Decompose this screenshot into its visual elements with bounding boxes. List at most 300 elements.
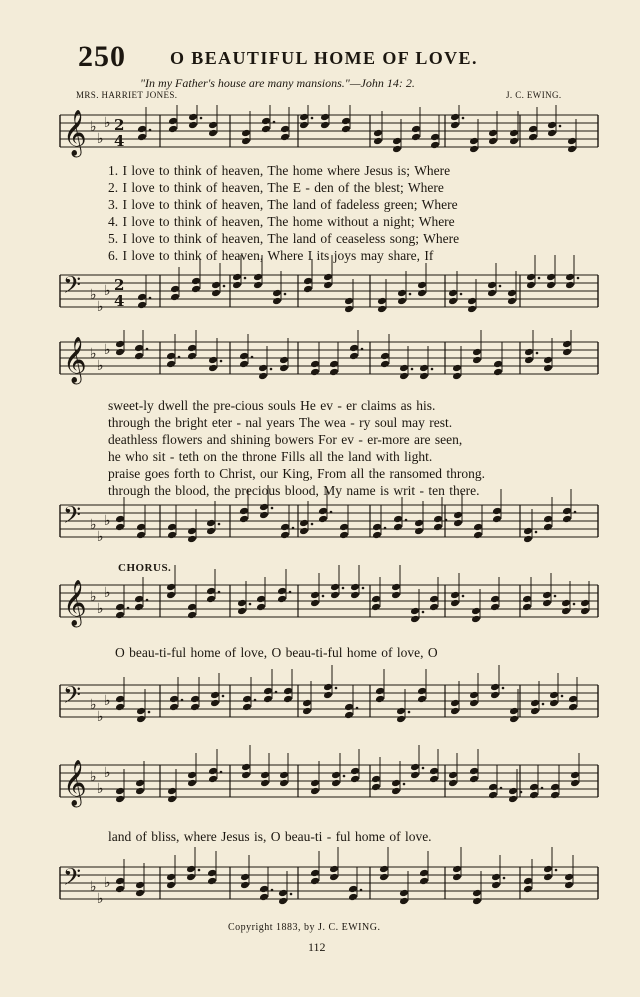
note-head: [302, 707, 312, 716]
note-head: [310, 591, 320, 600]
hymn-number: 250: [78, 40, 126, 73]
dot: [500, 787, 503, 790]
dot: [254, 699, 257, 702]
note-head: [350, 767, 360, 776]
note-head: [391, 779, 401, 788]
note-head: [522, 595, 532, 604]
note-head: [399, 897, 409, 906]
flat-sign-icon: ♭: [90, 119, 97, 135]
note-head: [377, 297, 387, 306]
note-head: [331, 779, 341, 788]
verse-line-3: 3. I love to think of heaven, The land of fadeless green; Where: [108, 197, 458, 212]
note-head: [208, 767, 218, 776]
note-head: [397, 289, 407, 298]
note-head: [433, 515, 443, 524]
verse-line-6: 6. I love to think of heaven, Where I its joys may share, If: [108, 248, 434, 263]
note-head: [115, 787, 125, 796]
note-head: [570, 771, 580, 780]
note-head: [417, 281, 427, 290]
note-head: [508, 795, 518, 804]
continuation-line-1: sweet-ly dwell the pre-cious souls He ev - er claims as his.: [108, 398, 436, 413]
note-head: [232, 281, 242, 290]
note-head: [414, 519, 424, 528]
note-head: [242, 703, 252, 712]
dot: [577, 277, 580, 280]
note-head: [115, 695, 125, 704]
note-head: [542, 591, 552, 600]
note-head: [348, 885, 358, 894]
note-head: [260, 779, 270, 788]
note-head: [546, 281, 556, 290]
note-head: [488, 791, 498, 800]
note-head: [524, 356, 534, 365]
note-head: [393, 515, 403, 524]
note-head: [168, 117, 178, 126]
note-head: [542, 599, 552, 608]
note-head: [280, 523, 290, 532]
note-head: [467, 297, 477, 306]
time-signature-bottom: 4: [114, 292, 125, 310]
note-head: [135, 889, 145, 898]
time-signature-bottom: 4: [114, 132, 125, 150]
note-head: [341, 125, 351, 134]
flat-sign-icon: ♭: [90, 287, 97, 303]
note-head: [450, 699, 460, 708]
note-head: [299, 113, 309, 122]
dot: [251, 356, 254, 359]
note-head: [492, 515, 502, 524]
note-head: [241, 771, 251, 780]
dot: [405, 519, 408, 522]
note-head: [448, 297, 458, 306]
note-head: [490, 691, 500, 700]
note-head: [323, 691, 333, 700]
note-head: [450, 591, 460, 600]
note-head: [344, 297, 354, 306]
note-head: [429, 767, 439, 776]
flat-sign-icon: ♭: [104, 115, 111, 131]
note-head: [241, 129, 251, 138]
scripture-reference: "In my Father's house are many mansions."—John 14: 2.: [140, 76, 415, 90]
flat-sign-icon: ♭: [97, 358, 104, 374]
note-head: [448, 779, 458, 788]
flat-sign-icon: ♭: [90, 346, 97, 362]
note-head: [188, 121, 198, 130]
note-head: [232, 273, 242, 282]
note-head: [450, 113, 460, 122]
note-head: [135, 779, 145, 788]
note-head: [136, 523, 146, 532]
dot: [502, 687, 505, 690]
note-head: [166, 352, 176, 361]
dot: [535, 531, 538, 534]
note-head: [550, 791, 560, 800]
note-head: [167, 787, 177, 796]
note-head: [473, 523, 483, 532]
note-head: [136, 715, 146, 724]
note-head: [329, 865, 339, 874]
note-head: [419, 372, 429, 381]
flat-sign-icon: ♭: [90, 517, 97, 533]
note-head: [472, 356, 482, 365]
note-head: [568, 703, 578, 712]
note-head: [207, 869, 217, 878]
note-head: [410, 763, 420, 772]
dot: [536, 352, 539, 355]
note-head: [487, 281, 497, 290]
dot: [411, 368, 414, 371]
note-head: [341, 117, 351, 126]
note-head: [488, 783, 498, 792]
note-head: [490, 595, 500, 604]
dot: [503, 877, 506, 880]
flat-sign-icon: ♭: [97, 891, 104, 907]
note-head: [473, 531, 483, 540]
note-head: [115, 515, 125, 524]
note-head: [166, 873, 176, 882]
note-head: [134, 603, 144, 612]
note-head: [280, 125, 290, 134]
dot: [384, 527, 387, 530]
note-head: [318, 507, 328, 516]
note-head: [206, 519, 216, 528]
note-head: [561, 599, 571, 608]
note-head: [350, 775, 360, 784]
note-head: [564, 873, 574, 882]
dot: [244, 277, 247, 280]
note-head: [318, 515, 328, 524]
note-head: [523, 877, 533, 886]
note-head: [137, 293, 147, 302]
dot: [330, 511, 333, 514]
dot: [275, 691, 278, 694]
note-head: [330, 591, 340, 600]
dot: [361, 348, 364, 351]
dot: [555, 869, 558, 872]
note-head: [278, 897, 288, 906]
note-head: [259, 893, 269, 902]
bass-clef-icon: 𝄢: [63, 501, 82, 534]
note-head: [397, 297, 407, 306]
note-head: [259, 503, 269, 512]
note-head: [134, 595, 144, 604]
note-head: [488, 137, 498, 146]
note-head: [565, 273, 575, 282]
note-head: [331, 771, 341, 780]
note-head: [115, 611, 125, 620]
note-head: [186, 865, 196, 874]
note-head: [508, 787, 518, 796]
note-head: [565, 281, 575, 290]
dot: [218, 523, 221, 526]
note-head: [450, 599, 460, 608]
note-head: [561, 607, 571, 616]
note-head: [417, 289, 427, 298]
note-head: [467, 305, 477, 314]
note-head: [237, 607, 247, 616]
note-head: [211, 289, 221, 298]
dot: [422, 767, 425, 770]
note-head: [208, 121, 218, 130]
note-head: [339, 523, 349, 532]
dot: [538, 277, 541, 280]
note-head: [115, 523, 125, 532]
dot: [311, 117, 314, 120]
note-head: [188, 113, 198, 122]
note-head: [523, 535, 533, 544]
note-head: [190, 703, 200, 712]
note-head: [323, 273, 333, 282]
note-head: [492, 507, 502, 516]
note-head: [323, 281, 333, 290]
note-head: [550, 783, 560, 792]
note-head: [528, 125, 538, 134]
note-head: [191, 277, 201, 286]
note-head: [568, 695, 578, 704]
note-head: [452, 364, 462, 373]
note-head: [546, 273, 556, 282]
note-head: [380, 352, 390, 361]
dot: [342, 587, 345, 590]
dot: [362, 587, 365, 590]
note-head: [310, 599, 320, 608]
note-head: [392, 145, 402, 154]
dot: [322, 595, 325, 598]
note-head: [469, 775, 479, 784]
note-head: [339, 531, 349, 540]
note-head: [167, 795, 177, 804]
note-head: [310, 368, 320, 377]
note-head: [471, 615, 481, 624]
note-head: [280, 133, 290, 142]
note-head: [379, 865, 389, 874]
note-head: [472, 897, 482, 906]
note-head: [411, 133, 421, 142]
note-head: [507, 297, 517, 306]
note-head: [493, 360, 503, 369]
note-head: [530, 707, 540, 716]
note-head: [208, 356, 218, 365]
note-head: [490, 603, 500, 612]
note-head: [493, 368, 503, 377]
note-head: [320, 113, 330, 122]
flat-sign-icon: ♭: [90, 589, 97, 605]
note-head: [410, 615, 420, 624]
note-head: [487, 289, 497, 298]
note-head: [329, 873, 339, 882]
note-head: [187, 603, 197, 612]
note-head: [471, 607, 481, 616]
dot: [445, 519, 448, 522]
note-head: [562, 348, 572, 357]
note-head: [349, 352, 359, 361]
treble-clef-icon: 𝄞: [63, 337, 87, 383]
note-head: [392, 137, 402, 146]
dot: [222, 695, 225, 698]
time-signature-top: 2: [114, 276, 125, 294]
dot: [462, 117, 465, 120]
flat-sign-icon: ♭: [97, 709, 104, 725]
note-head: [372, 523, 382, 532]
note-head: [330, 583, 340, 592]
note-head: [239, 515, 249, 524]
note-head: [310, 877, 320, 886]
dot: [343, 775, 346, 778]
dot: [273, 121, 276, 124]
note-head: [258, 364, 268, 373]
note-head: [433, 523, 443, 532]
note-head: [241, 763, 251, 772]
note-head: [344, 711, 354, 720]
note-head: [134, 344, 144, 353]
note-head: [509, 715, 519, 724]
chorus-line-1: O beau-ti-ful home of love, O beau-ti-ful home of love, O: [115, 645, 438, 660]
note-head: [299, 121, 309, 130]
note-head: [448, 771, 458, 780]
note-head: [411, 125, 421, 134]
note-head: [371, 603, 381, 612]
note-head: [320, 121, 330, 130]
dot: [554, 595, 557, 598]
note-head: [303, 285, 313, 294]
dot: [356, 707, 359, 710]
note-head: [490, 683, 500, 692]
note-head: [543, 356, 553, 365]
note-head: [210, 691, 220, 700]
bass-clef-icon: 𝄢: [63, 863, 82, 896]
dot: [335, 687, 338, 690]
dot: [360, 889, 363, 892]
note-head: [329, 368, 339, 377]
dot: [462, 595, 465, 598]
note-head: [450, 121, 460, 130]
note-head: [169, 695, 179, 704]
note-head: [530, 699, 540, 708]
dot: [559, 125, 562, 128]
note-head: [302, 699, 312, 708]
note-head: [211, 281, 221, 290]
note-head: [279, 356, 289, 365]
note-head: [259, 511, 269, 520]
note-head: [241, 137, 251, 146]
note-head: [253, 273, 263, 282]
flat-sign-icon: ♭: [104, 283, 111, 299]
note-head: [488, 129, 498, 138]
note-head: [344, 305, 354, 314]
note-head: [350, 583, 360, 592]
note-head: [167, 531, 177, 540]
note-head: [240, 881, 250, 890]
note-head: [448, 289, 458, 298]
verse-line-5: 5. I love to think of heaven, The land of ceaseless song; Where: [108, 231, 460, 246]
flat-sign-icon: ♭: [104, 513, 111, 529]
note-head: [543, 873, 553, 882]
flat-sign-icon: ♭: [97, 529, 104, 545]
note-head: [526, 273, 536, 282]
note-head: [509, 707, 519, 716]
dot: [178, 356, 181, 359]
dot: [223, 285, 226, 288]
note-head: [310, 787, 320, 796]
note-head: [507, 289, 517, 298]
dot: [289, 591, 292, 594]
note-head: [210, 699, 220, 708]
note-head: [350, 591, 360, 600]
note-head: [115, 703, 125, 712]
dot: [573, 603, 576, 606]
note-head: [206, 595, 216, 604]
note-head: [344, 703, 354, 712]
treble-clef-icon: 𝄞: [63, 110, 87, 156]
note-head: [134, 352, 144, 361]
note-head: [543, 515, 553, 524]
note-head: [167, 523, 177, 532]
note-head: [371, 783, 381, 792]
note-head: [115, 340, 125, 349]
copyright-notice: Copyright 1883, by J. C. EWING.: [228, 922, 381, 933]
note-head: [240, 873, 250, 882]
note-head: [429, 595, 439, 604]
dot: [220, 771, 223, 774]
note-head: [272, 297, 282, 306]
note-head: [371, 775, 381, 784]
dot: [520, 791, 523, 794]
dot: [561, 695, 564, 698]
note-head: [419, 869, 429, 878]
note-head: [256, 603, 266, 612]
note-head: [258, 372, 268, 381]
note-head: [278, 889, 288, 898]
continuation-line-3: deathless flowers and shining bowers For ev - er-more are seen,: [108, 432, 463, 447]
note-head: [115, 885, 125, 894]
flat-sign-icon: ♭: [104, 342, 111, 358]
flat-sign-icon: ♭: [104, 765, 111, 781]
note-head: [547, 121, 557, 130]
dot: [290, 893, 293, 896]
note-head: [137, 133, 147, 142]
note-head: [417, 695, 427, 704]
dot: [220, 360, 223, 363]
note-head: [208, 364, 218, 373]
note-head: [396, 707, 406, 716]
note-head: [567, 137, 577, 146]
note-head: [187, 352, 197, 361]
note-head: [549, 699, 559, 708]
note-head: [429, 775, 439, 784]
note-head: [253, 281, 263, 290]
note-head: [242, 695, 252, 704]
note-head: [393, 523, 403, 532]
dot: [284, 293, 287, 296]
note-head: [187, 527, 197, 536]
note-head: [279, 771, 289, 780]
note-head: [115, 603, 125, 612]
note-head: [207, 877, 217, 886]
note-head: [509, 129, 519, 138]
note-head: [469, 767, 479, 776]
note-head: [399, 889, 409, 898]
note-head: [429, 603, 439, 612]
treble-clef-icon: 𝄞: [63, 760, 87, 806]
note-head: [491, 873, 501, 882]
note-head: [452, 372, 462, 381]
note-head: [115, 795, 125, 804]
note-head: [208, 775, 218, 784]
note-head: [187, 344, 197, 353]
note-head: [279, 364, 289, 373]
note-head: [280, 531, 290, 540]
note-head: [549, 691, 559, 700]
